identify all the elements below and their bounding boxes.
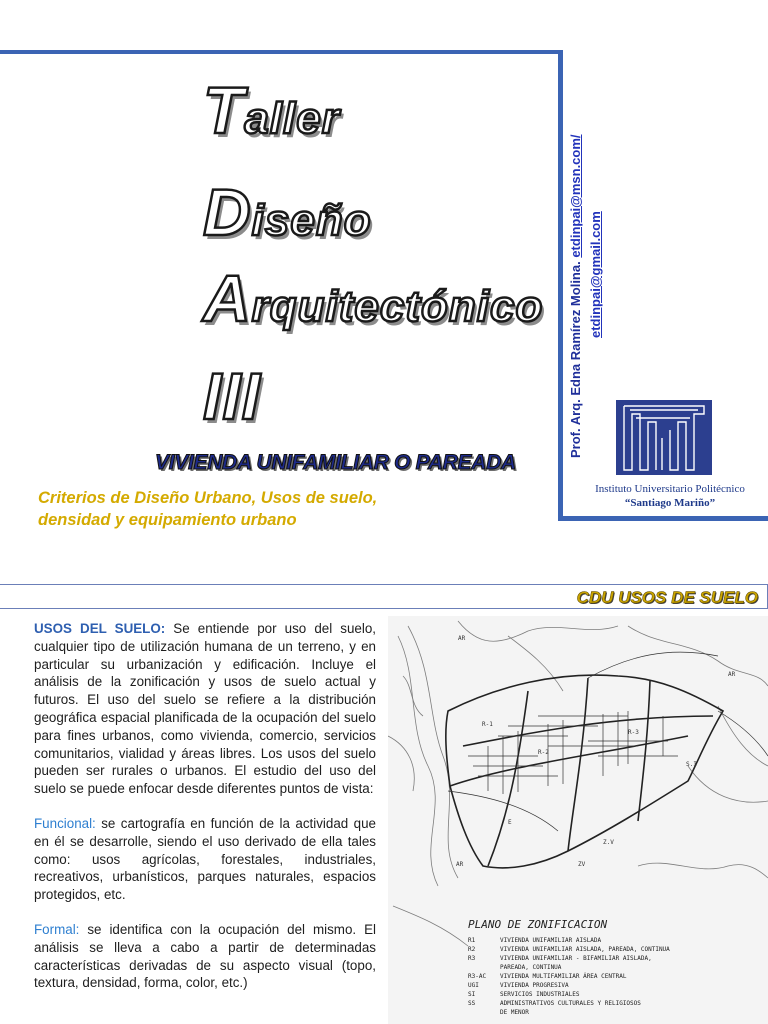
term-formal: Formal: xyxy=(34,921,80,937)
map-legend-desc: VIVIENDA MULTIFAMILIAR ÁREA CENTRAL xyxy=(500,973,627,980)
section-title: CDU USOS DE SUELO xyxy=(576,588,758,607)
subtitle-vivienda: VIVIENDA UNIFAMILIAR O PAREADA xyxy=(155,451,516,474)
map-legend-desc: VIVIENDA UNIFAMILIAR AISLADA xyxy=(500,937,602,944)
map-legend-code: R1 xyxy=(468,937,476,944)
map-zone-label: AR xyxy=(458,635,466,642)
institute-line-1: Instituto Universitario Politécnico xyxy=(595,483,745,495)
email-link-msn[interactable]: etdinpai@msn.com/ xyxy=(568,134,583,258)
title-line-diseno: Diseño xyxy=(203,175,372,249)
title-line-taller: Taller xyxy=(203,73,340,147)
institute-name xyxy=(572,482,768,510)
map-legend-code: R3 xyxy=(468,955,476,962)
map-legend-code: SS xyxy=(468,1000,476,1007)
map-legend-desc: VIVIENDA UNIFAMILIAR AISLADA, PAREADA, CONTINUA xyxy=(500,946,670,953)
map-legend-desc: DE MENOR xyxy=(500,1009,529,1016)
zoning-map xyxy=(388,616,768,1024)
criterios-line-2: densidad y equipamiento urbano xyxy=(38,511,297,529)
paragraph-text: se identifica con la ocupación del mismo. El análisis se lleva a cabo a partir de determinadas características derivadas de su aspecto visual (topo, textura, densidad, forma, color, etc.) xyxy=(34,921,376,991)
frame-right-border xyxy=(558,50,563,520)
map-legend-desc: PAREADA, CONTINUA xyxy=(500,964,562,971)
map-legend-desc: SERVICIOS INDUSTRIALES xyxy=(500,991,580,998)
title-line-roman-three: III xyxy=(203,359,262,433)
author-name: Prof. Arq. Edna Ramírez Molina. xyxy=(568,257,583,458)
email-link-gmail[interactable]: etdinpai@gmail.com xyxy=(588,211,603,338)
term-funcional: Funcional: xyxy=(34,815,96,831)
map-legend-code: R3-AC xyxy=(468,973,487,980)
title-line-arquitectonico: Arquitectónico xyxy=(203,261,544,335)
author-line-2 xyxy=(586,88,606,458)
term-usos-suelo: USOS DEL SUELO: xyxy=(34,621,166,636)
map-legend-desc: ADMINISTRATIVOS CULTURALES Y RELIGIOSOS xyxy=(500,1000,641,1007)
map-zone-label: S.I xyxy=(686,761,697,768)
map-legend-desc: VIVIENDA UNIFAMILIAR - BIFAMILIAR AISLADA, xyxy=(500,955,652,962)
map-legend-desc: VIVIENDA PROGRESIVA xyxy=(500,982,569,989)
criterios-text xyxy=(38,487,377,531)
paragraph-funcional xyxy=(34,815,376,904)
content-slide xyxy=(0,580,768,1024)
paragraph-formal xyxy=(34,921,376,992)
map-zone-label: E xyxy=(508,819,512,826)
map-zone-label: R-2 xyxy=(538,749,549,756)
map-zone-label: Z.V xyxy=(603,839,614,846)
map-zone-label: AR xyxy=(728,671,736,678)
paragraph-text: Se entiende por uso del suelo, cualquier tipo de utilización humana de un terreno, y en particular su urbanización y edificación. Incluye el análisis de la zonificación y usos de suelo actual y futuros. El uso del suelo se refiere a la distribución geográfica espacial planificada de la ocupación del suelo para fines urbanos, como vivienda, comercio, servicios comunitarios, vialidad y áreas libres. Los usos del suelo pueden ser rurales o urbanos. El estudio del uso del suelo se puede enfocar desde diferentes puntos de vista: xyxy=(34,621,376,797)
frame-bottom-border xyxy=(558,516,768,521)
header-bar-top xyxy=(0,584,768,585)
body-text xyxy=(34,620,376,1009)
map-legend-code: R2 xyxy=(468,946,476,953)
map-legend-code: UGI xyxy=(468,982,479,989)
institute-line-2: “Santiago Mariño” xyxy=(624,497,716,509)
paragraph-text: se cartografía en función de la actividad que en él se desarrolle, siendo el uso derivado de ella tales como: usos agrícolas, forestales, industriales, recreativos, urbanísticos, parques naturales, espacios protegidos, etc. xyxy=(34,815,376,903)
map-zone-label: R-3 xyxy=(628,729,639,736)
frame-top-border xyxy=(0,50,562,54)
author-block xyxy=(566,88,606,458)
map-title: PLANO DE ZONIFICACION xyxy=(468,918,608,931)
map-legend-code: SI xyxy=(468,991,476,998)
map-zone-label: AR xyxy=(456,861,464,868)
header-bar-bottom xyxy=(0,608,768,609)
author-line xyxy=(566,88,586,458)
criterios-line-1: Criterios de Diseño Urbano, Usos de suelo, xyxy=(38,489,378,507)
institute-logo xyxy=(616,400,712,475)
map-zone-label: R-1 xyxy=(482,721,493,728)
paragraph-usos xyxy=(34,620,376,798)
map-zone-label: ZV xyxy=(578,861,586,868)
